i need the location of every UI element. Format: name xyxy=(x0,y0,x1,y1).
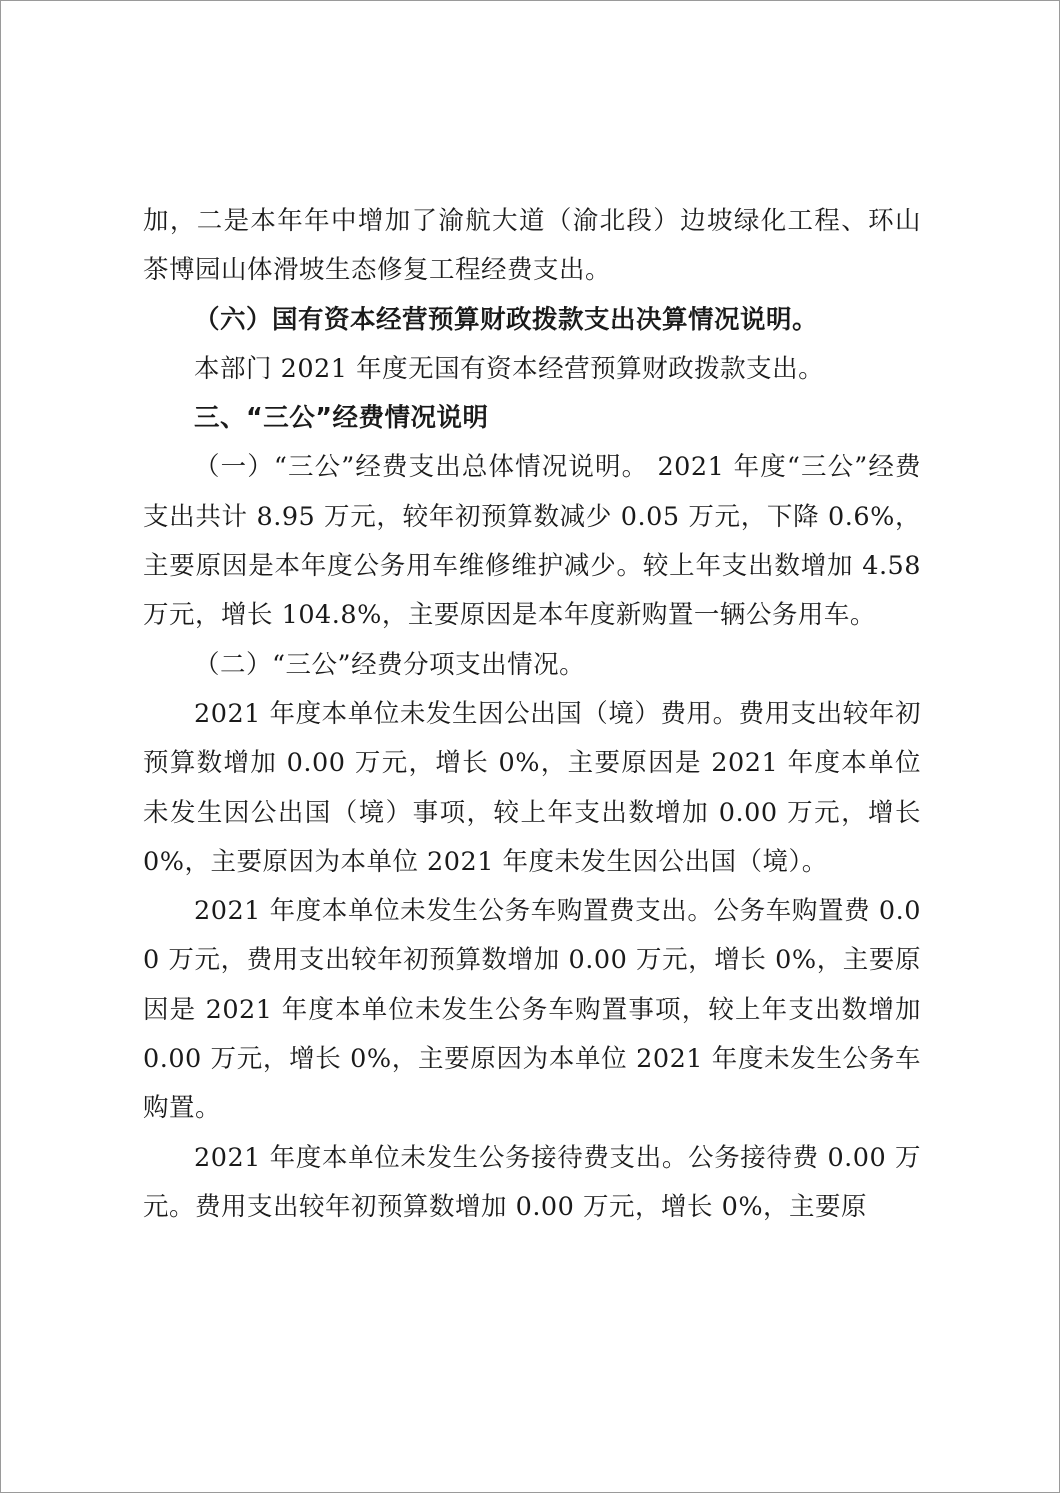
paragraph-overall: （一）“三公”经费支出总体情况说明。 2021 年度“三公”经费支出共计 8.95 万元，较年初预算数减少 0.05 万元，下降 0.6%，主要原因是本年度公务用车维修维护减少。较上年支出数增加 4.58 万元，增长 104.8%，主要原因是本年度新购置一辆公务用车。 xyxy=(143,452,921,631)
paragraph-overseas: 2021 年度本单位未发生因公出国（境）费用。费用支出较年初预算数增加 0.00 万元，增长 0%，主要原因是 2021 年度本单位未发生因公出国（境）事项，较上年支出数增加 0.00 万元，增长 0%，主要原因为本单位 2021 年度未发生因公出国（境）。 xyxy=(143,698,921,877)
section-heading-six: （六）国有资本经营预算财政拨款支出决算情况说明。 xyxy=(194,304,819,335)
paragraph-reception: 2021 年度本单位未发生公务接待费支出。公务接待费 0.00 万元。费用支出较年初预算数增加 0.00 万元，增长 0%，主要原 xyxy=(143,1142,921,1222)
section-heading-three-public: 三、“三公”经费情况说明 xyxy=(194,403,489,434)
paragraph-subitem-heading: （二）“三公”经费分项支出情况。 xyxy=(194,649,586,680)
document-body xyxy=(143,197,921,1232)
paragraph-continued: 加，二是本年年中增加了渝航大道（渝北段）边坡绿化工程、环山茶博园山体滑坡生态修复工程经费支出。 xyxy=(143,206,921,286)
paragraph-state-capital: 本部门 2021 年度无国有资本经营预算财政拨款支出。 xyxy=(194,353,825,384)
paragraph-vehicle-purchase: 2021 年度本单位未发生公务车购置费支出。公务车购置费 0.00 万元，费用支出较年初预算数增加 0.00 万元，增长 0%，主要原因是 2021 年度本单位未发生公务车购置事项，较上年支出数增加 0.00 万元，增长 0%，主要原因为本单位 2021 年度未发生公务车购置。 xyxy=(143,896,921,1124)
